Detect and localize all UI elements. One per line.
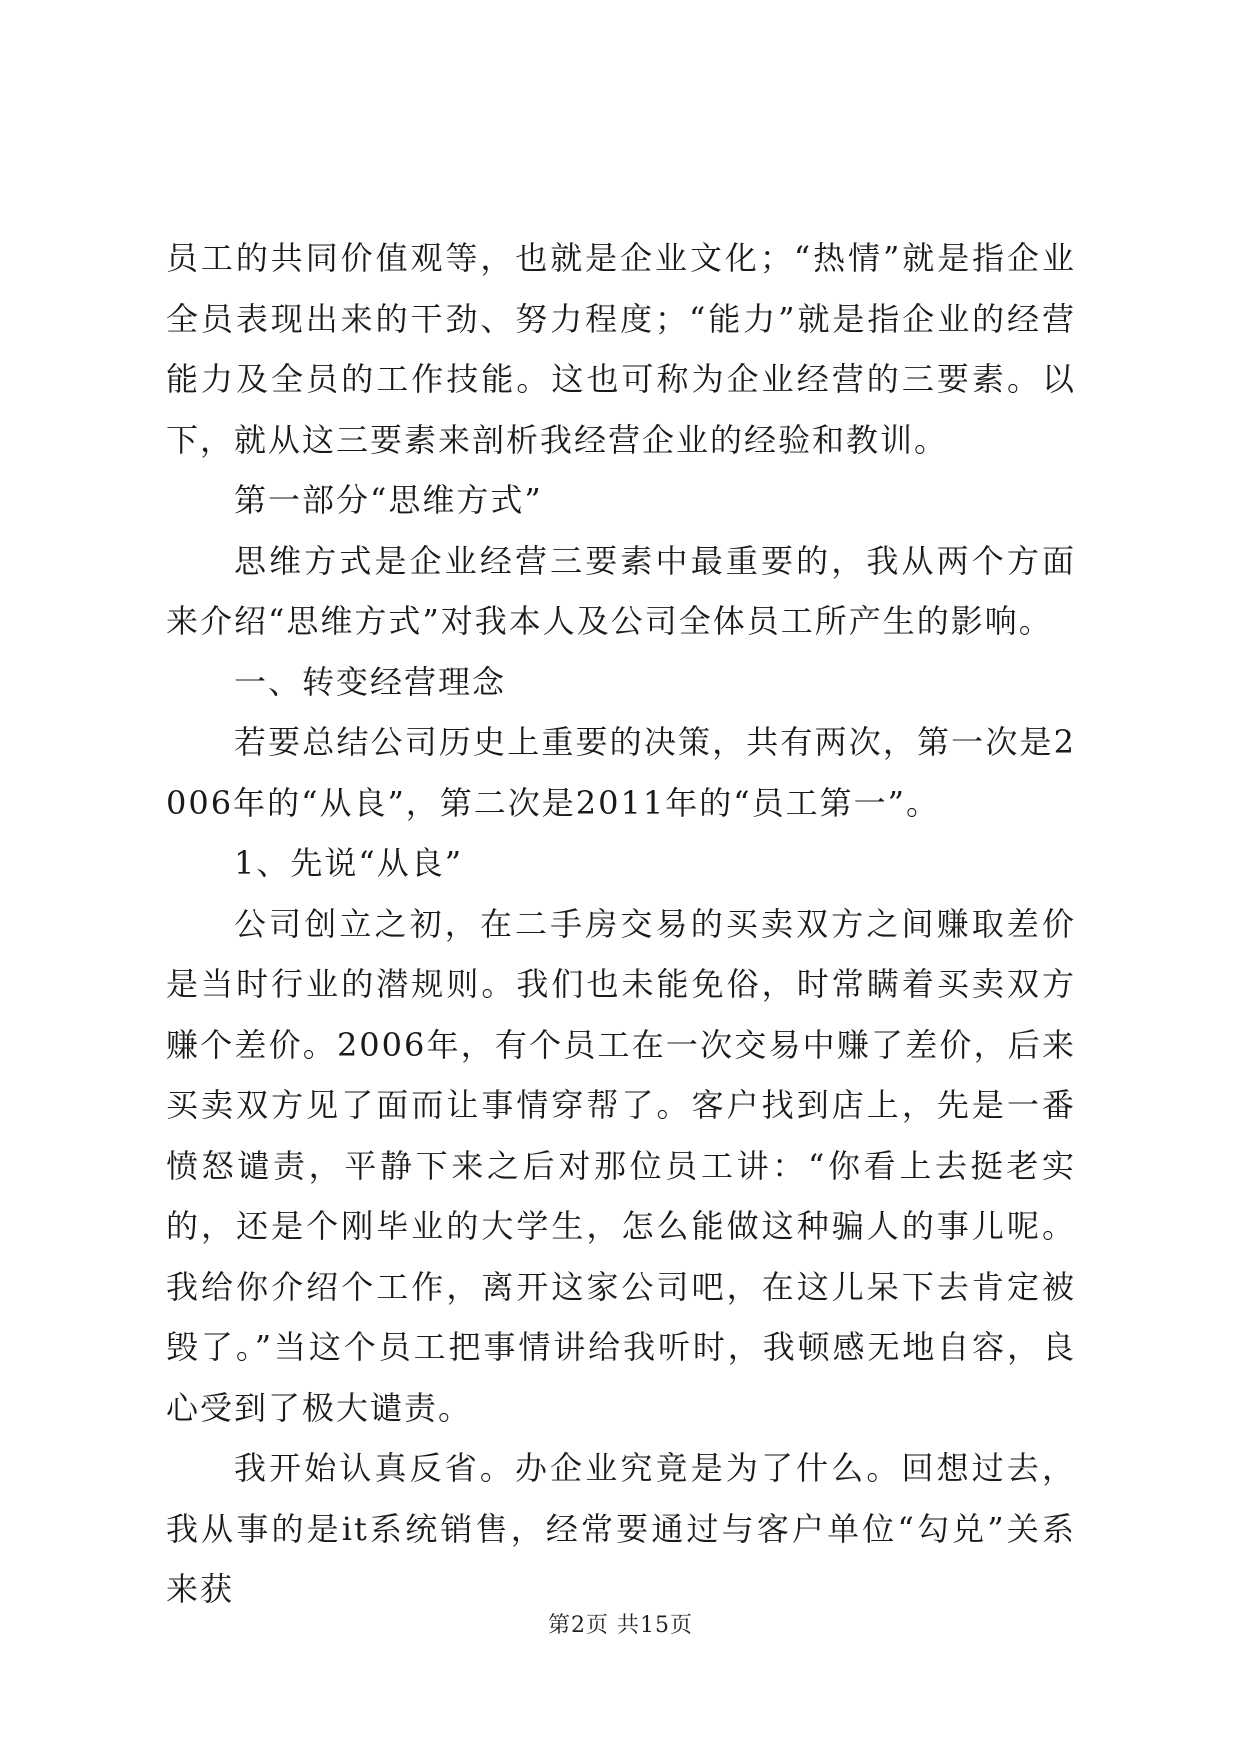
paragraph: 我开始认真反省。办企业究竟是为了什么。回想过去，我从事的是it系统销售，经常要通过与客户单位“勾兑”关系来获 <box>166 1449 1076 1608</box>
page-number-footer: 第2页 共15页 <box>548 1613 693 1638</box>
subsection-heading: 一、转变经营理念 <box>234 662 507 701</box>
item-heading: 1、先说“从良” <box>234 844 464 882</box>
paragraph: 若要总结公司历史上重要的决策，共有两次，第一次是2006年的“从良”，第二次是2011年的“员工第一”。 <box>166 723 1076 822</box>
section-heading: 第一部分“思维方式” <box>234 481 543 519</box>
paragraph: 思维方式是企业经营三要素中最重要的，我从两个方面来介绍“思维方式”对我本人及公司全体员工所产生的影响。 <box>166 541 1076 640</box>
paragraph-continuation: 员工的共同价值观等，也就是企业文化；“热情”就是指企业全员表现出来的干劲、努力程度；“能力”就是指企业的经营能力及全员的工作技能。这也可称为企业经营的三要素。以下，就从这三要素来剖析我经营企业的经验和教训。 <box>166 239 1076 459</box>
document-body <box>166 228 1076 1620</box>
paragraph: 公司创立之初，在二手房交易的买卖双方之间赚取差价是当时行业的潜规则。我们也未能免俗，时常瞒着买卖双方赚个差价。2006年，有个员工在一次交易中赚了差价，后来买卖双方见了面而让事情穿帮了。客户找到店上，先是一番愤怒谴责，平静下来之后对那位员工讲：“你看上去挺老实的，还是个刚毕业的大学生，怎么能做这种骗人的事儿呢。我给你介绍个工作，离开这家公司吧，在这儿呆下去肯定被毁了。”当这个员工把事情讲给我听时，我顿感无地自容，良心受到了极大谴责。 <box>166 904 1076 1427</box>
